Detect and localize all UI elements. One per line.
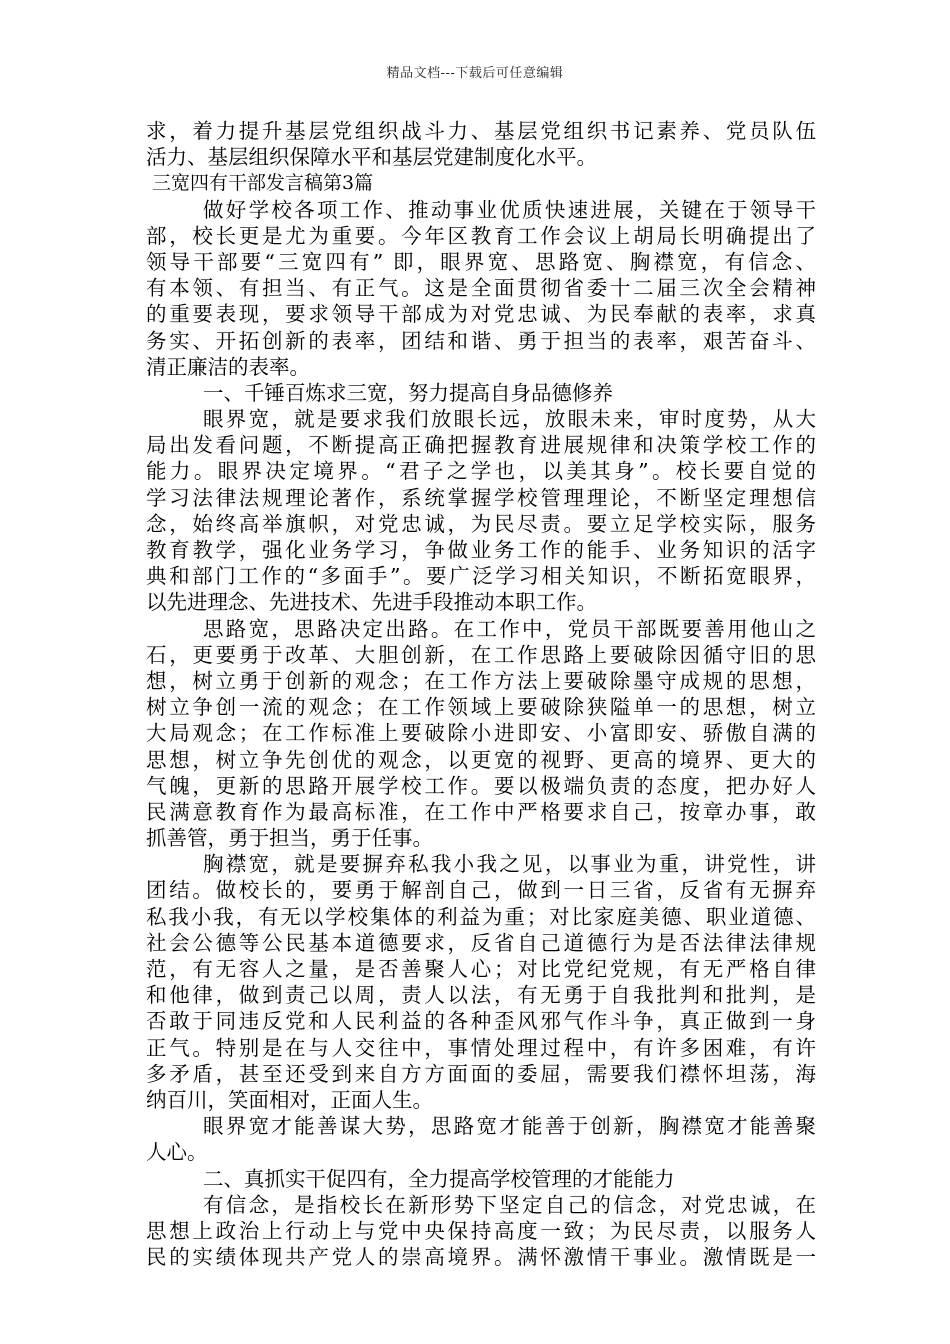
page-header: 精品文档---下载后可任意编辑 [386, 66, 564, 81]
text-line: 的重要表现，要求领导干部成为对党忠诚、为民奉献的表率，求真 [146, 302, 816, 327]
text-line: 人心。 [146, 1140, 208, 1165]
text-line: 抓善管，勇于担当，勇于任事。 [146, 826, 433, 851]
text-line: 有本领、有担当、有正气。这是全面贯彻省委十二届三次全会精神 [146, 276, 816, 301]
text-line: 树立争创一流的观念；在工作领域上要破除狭隘单一的思想，树立 [146, 695, 816, 720]
text-line: 私我小我，有无以学校集体的利益为重；对比家庭美德、职业道德、 [146, 904, 816, 929]
text-line: 学习法律法规理论著作，系统掌握学校管理理论，不断坚定理想信 [146, 485, 816, 510]
text-line: 社会公德等公民基本道德要求，反省自己道德行为是否法律法律规 [146, 930, 816, 955]
text-line: 民满意教育作为最高标准，在工作中严格要求自己，按章办事，敢 [146, 799, 816, 824]
text-line: 正气。特别是在与人交往中，事情处理过程中，有许多困难，有许 [146, 1035, 816, 1060]
text-line: 以先进理念、先进技术、先进手段推动本职工作。 [146, 590, 597, 615]
text-line: 求，着力提升基层党组织战斗力、基层党组织书记素养、党员队伍 [146, 119, 816, 143]
text-line: 能力。眼界决定境界。“君子之学也，以美其身”。校长要自觉的 [146, 459, 816, 484]
document-body [146, 118, 816, 1270]
text-line: 领导干部要“三宽四有” 即，眼界宽、思路宽、胸襟宽，有信念、 [146, 249, 816, 274]
text-line: 活力、基层组织保障水平和基层党建制度化水平。 [146, 145, 597, 170]
text-line: 范，有无容人之量，是否善聚人心；对比党纪党规，有无严格自律 [146, 957, 816, 981]
text-line: 眼界宽，就是要求我们放眼长远，放眼未来，审时度势，从大 [203, 407, 816, 432]
text-line: 多矛盾，甚至还受到来自方方面面的委屈，需要我们襟怀坦荡，海 [146, 1061, 816, 1086]
text-line: 否敢于同违反党和人民利益的各种歪风邪气作斗争，真正做到一身 [146, 1009, 816, 1034]
text-line: 思想，树立争先创优的观念，以更宽的视野、更高的境界、更大的 [146, 747, 816, 772]
text-line: 有信念，是指校长在新形势下坚定自己的信念，对党忠诚，在 [203, 1192, 816, 1217]
text-line: 二、真抓实干促四有，全力提高学校管理的才能能力 [203, 1166, 675, 1191]
text-line: 胸襟宽，就是要摒弃私我小我之见，以事业为重，讲党性，讲 [203, 852, 816, 877]
text-line: 团结。做校长的，要勇于解剖自己，做到一日三省，反省有无摒弃 [146, 878, 816, 903]
text-line: 部，校长更是尤为重要。今年区教育工作会议上胡局长明确提出了 [146, 223, 816, 248]
section-title: 三宽四有干部发言稿第3篇 [152, 172, 374, 195]
text-line: 民的实绩体现共产党人的崇高境界。满怀激情干事业。激情既是一 [146, 1245, 816, 1270]
text-line: 纳百川，笑面相对，正面人生。 [146, 1087, 433, 1112]
text-line: 石，更要勇于改革、大胆创新，在工作思路上要破除因循守旧的思 [146, 642, 816, 667]
text-line: 清正廉洁的表率。 [146, 354, 310, 379]
text-line: 教育教学，强化业务学习，争做业务工作的能手、业务知识的活字 [146, 538, 816, 562]
text-line: 做好学校各项工作、推动事业优质快速进展，关键在于领导干 [203, 197, 816, 222]
text-line: 念，始终高举旗帜，对党忠诚，为民尽责。要立足学校实际，服务 [146, 511, 816, 536]
text-line: 思想上政治上行动上与党中央保持高度一致；为民尽责，以服务人 [146, 1218, 816, 1243]
text-line: 思路宽，思路决定出路。在工作中，党员干部既要善用他山之 [203, 616, 816, 641]
text-line: 气魄，更新的思路开展学校工作。要以极端负责的态度，把办好人 [146, 773, 816, 798]
text-line: 想，树立勇于创新的观念；在工作方法上要破除墨守成规的思想， [146, 668, 816, 693]
text-line: 局出发看问题，不断提高正确把握教育进展规律和决策学校工作的 [146, 433, 816, 458]
text-line: 一、千锤百炼求三宽，努力提高自身品德修养 [203, 380, 613, 405]
text-line: 务实、开拓创新的表率，团结和谐、勇于担当的表率，艰苦奋斗、 [146, 328, 816, 353]
text-line: 和他律，做到责己以周，责人以法，有无勇于自我批判和批判，是 [146, 983, 816, 1008]
text-line: 大局观念；在工作标准上要破除小进即安、小富即安、骄傲自满的 [146, 721, 816, 746]
text-line: 典和部门工作的“多面手”。要广泛学习相关知识，不断拓宽眼界， [146, 564, 816, 589]
text-line: 眼界宽才能善谋大势，思路宽才能善于创新，胸襟宽才能善聚 [203, 1114, 816, 1139]
